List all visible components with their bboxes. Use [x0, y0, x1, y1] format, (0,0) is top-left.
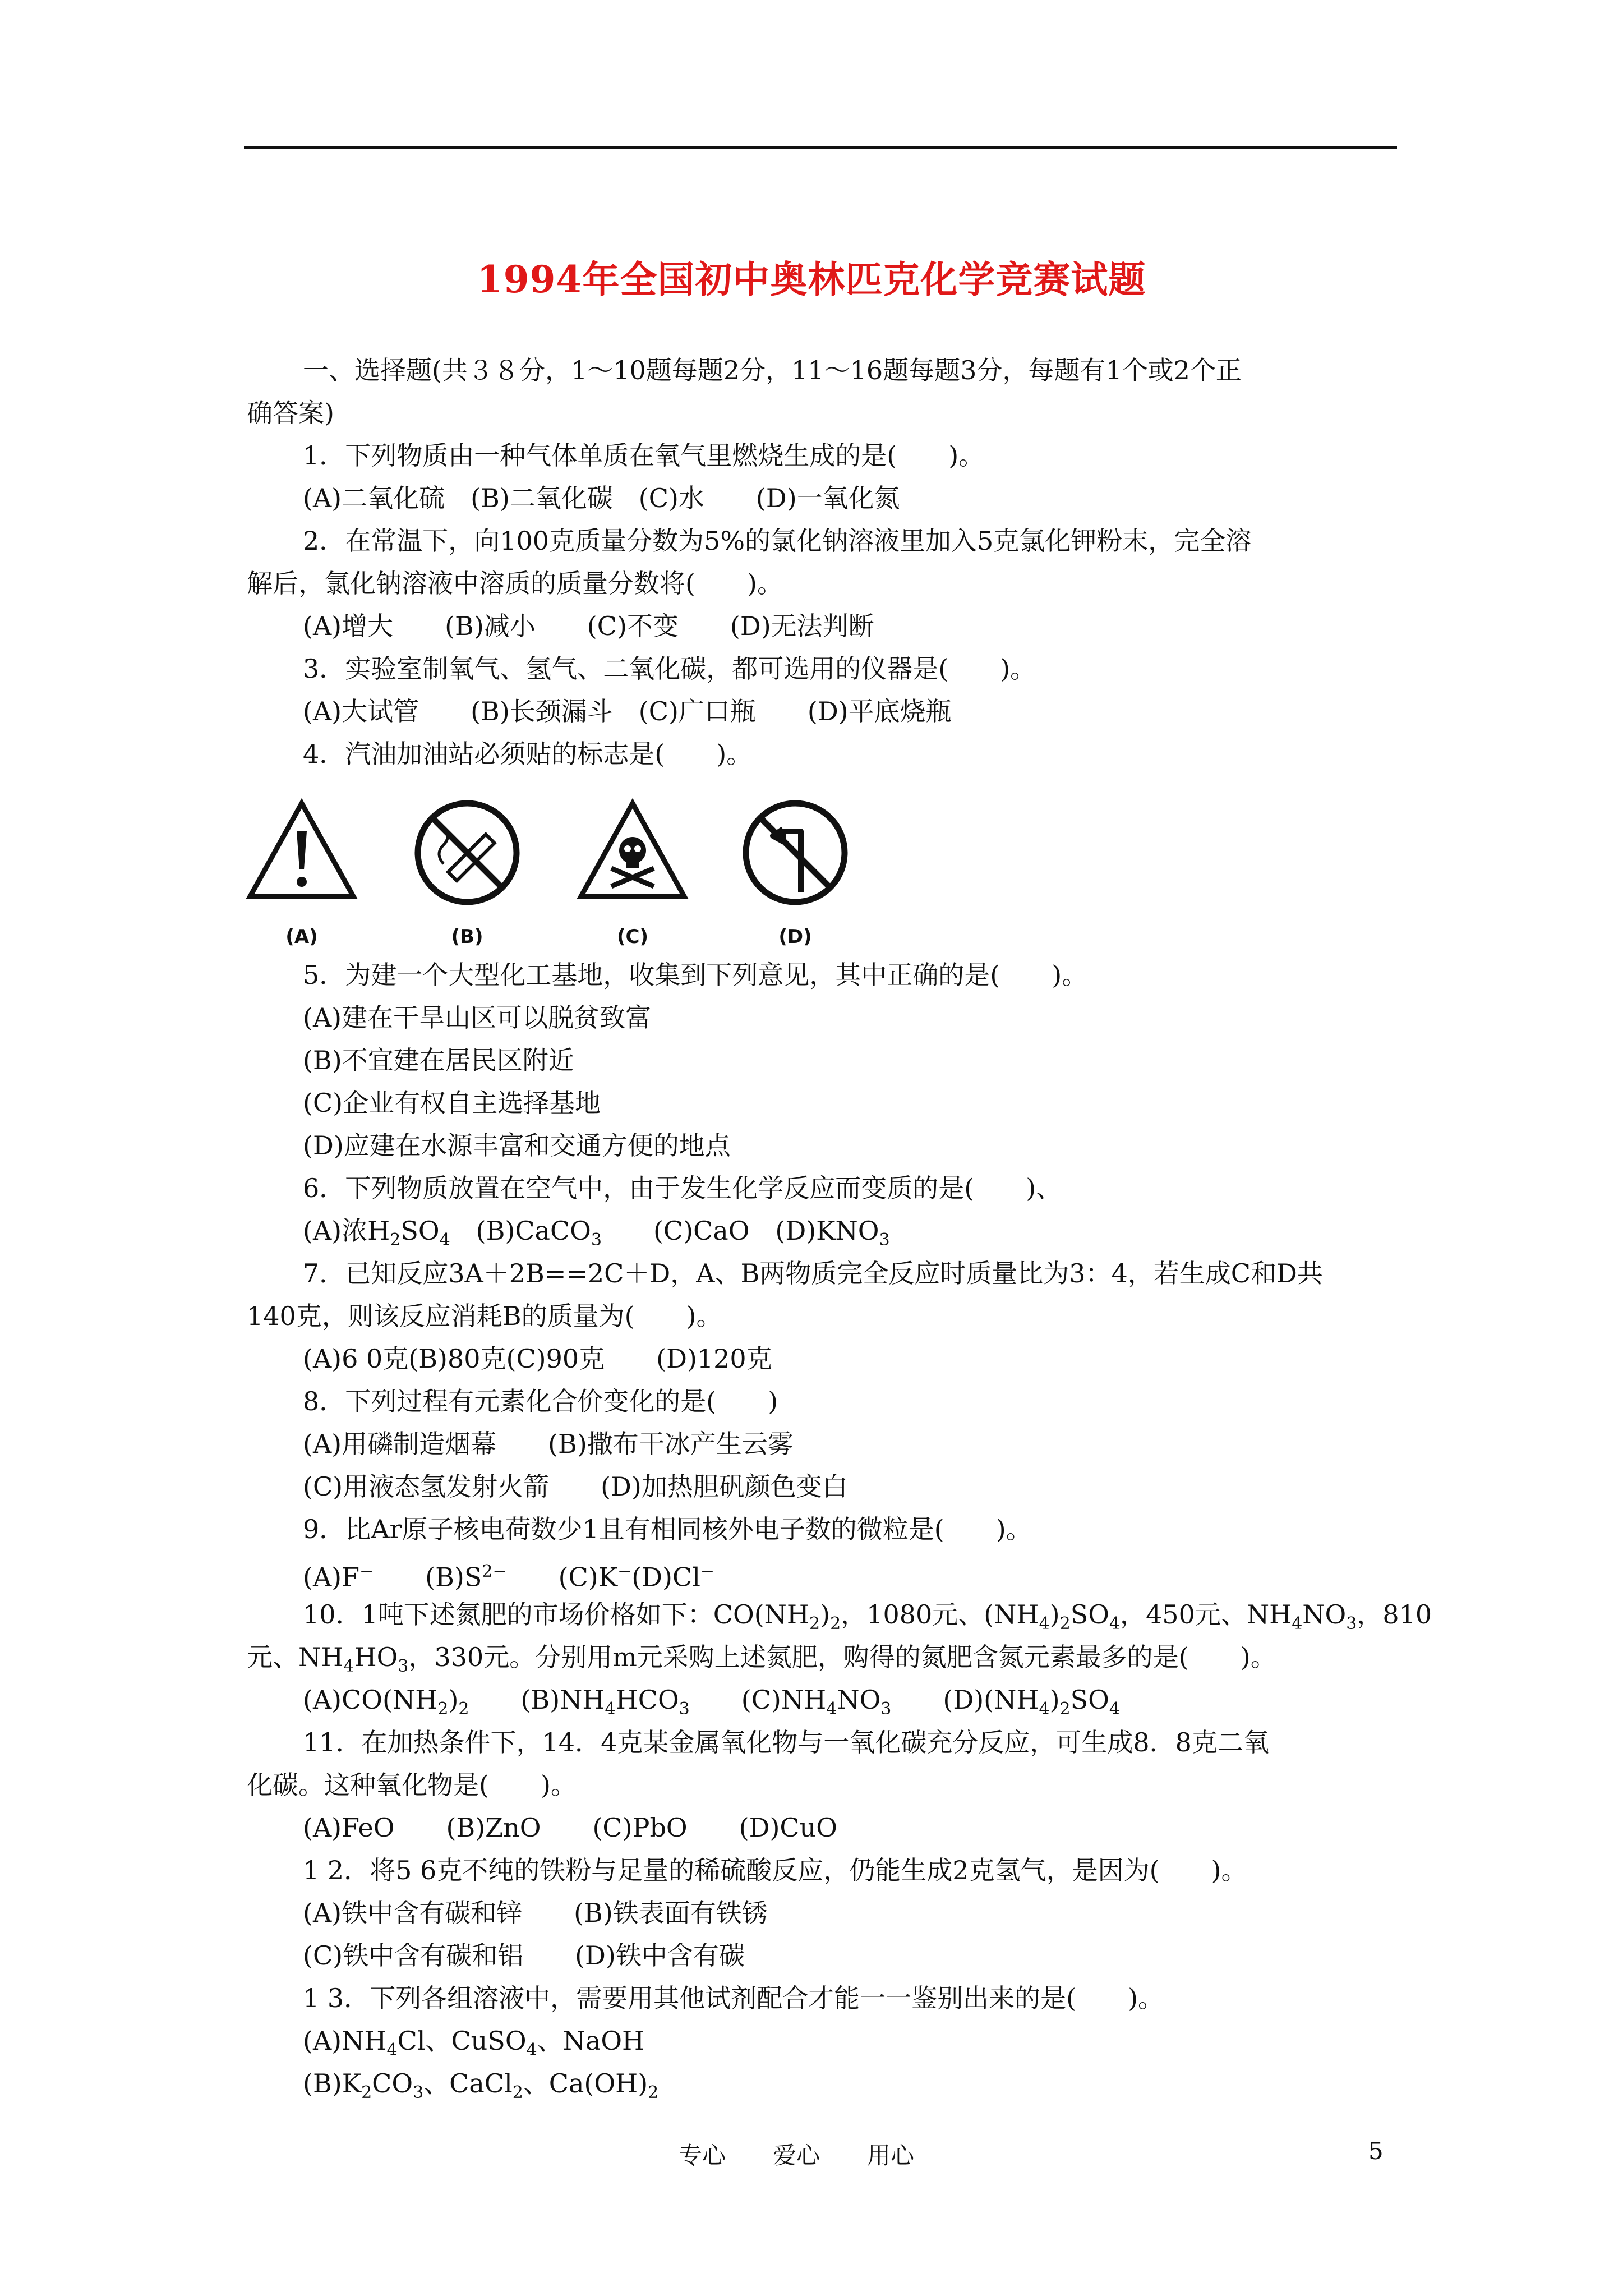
question-3-options: (A)大试管 (B)长颈漏斗 (C)广口瓶 (D)平底烧瓶 — [303, 696, 952, 726]
question-7-options: (A)6 0克(B)80克(C)90克 (D)120克 — [303, 1343, 772, 1374]
no-smoking-icon — [411, 797, 523, 948]
question-11-line1: 11．在加热条件下，14．4克某金属氧化物与一氧化碳充分反应，可生成8．8克二氧 — [303, 1727, 1269, 1757]
question-5-option-d: (D)应建在水源丰富和交通方便的地点 — [303, 1130, 731, 1161]
question-2-line2: 解后，氯化钠溶液中溶质的质量分数将( )。 — [247, 568, 783, 599]
question-10-line2: 元、$NH_4HO_3$，330元。分别用m元采购上述氮肥，购得的氮肥含氮元素最多的是( )。 — [247, 1642, 1276, 1677]
page-number: 5 — [1368, 2137, 1384, 2165]
footer-motto: 专心 爱心 用心 — [679, 2142, 915, 2169]
safety-signs — [246, 797, 919, 965]
no-tap-icon — [739, 797, 851, 948]
question-3: 3．实验室制氧气、氢气、二氧化碳，都可选用的仪器是( )。 — [303, 654, 1036, 684]
question-7-line1: 7．已知反应3A＋2B==2C＋D，A、B两物质完全反应时质量比为3：4，若生成C和D共 — [303, 1258, 1323, 1289]
question-1-options: (A)二氧化硫 (B)二氧化碳 (C)水 (D)一氧化氮 — [303, 483, 900, 513]
sign-label-b: (B) — [451, 926, 483, 948]
question-11-line2: 化碳。这种氧化物是( )。 — [247, 1770, 577, 1800]
question-9: 9．比Ar原子核电荷数少1且有相同核外电子数的微粒是( )。 — [303, 1514, 1032, 1544]
question-10-line1: 10．1吨下述氮肥的市场价格如下：$CO(NH_2)_2$，1080元、$(NH_4)_2SO_4$，450元、$NH_4NO_3$，810 — [303, 1599, 1432, 1634]
question-6-options: (A)浓$H_2SO_4$ (B)CaCO$_3$ (C)CaO $(D)KNO_3$ — [303, 1216, 890, 1250]
question-13-option-a: $(A)NH_4Cl$、CuSO$_4$、NaOH — [303, 2026, 645, 2060]
question-9-options: (A)F− $(B)S^{2-}$ (C)K−(D)Cl− — [303, 1562, 715, 1593]
section-heading-line1: 一、选择题(共３８分，1～10题每题2分，11～16题每题3分，每题有1个或2个正 — [303, 355, 1242, 385]
question-8-options-ab: (A)用磷制造烟幕 (B)撒布干冰产生云雾 — [303, 1429, 794, 1459]
question-5-option-a: (A)建在干旱山区可以脱贫致富 — [303, 1002, 652, 1033]
question-4: 4．汽油加油站必须贴的标志是( )。 — [303, 739, 753, 769]
sign-label-a: (A) — [285, 926, 318, 948]
question-5-option-b: (B)不宜建在居民区附近 — [303, 1045, 574, 1075]
question-12-options-cd: (C)铁中含有碳和铝 (D)铁中含有碳 — [303, 1940, 745, 1971]
question-8: 8．下列过程有元素化合价变化的是( ) — [303, 1386, 778, 1416]
sign-label-c: (C) — [616, 926, 649, 948]
question-11-options: (A)FeO (B)ZnO (C)PbO (D)CuO — [303, 1812, 837, 1843]
question-8-options-cd: (C)用液态氢发射火箭 (D)加热胆矾颜色变白 — [303, 1471, 848, 1502]
question-2-options: (A)增大 (B)减小 (C)不变 (D)无法判断 — [303, 611, 874, 641]
toxic-skull-icon — [577, 797, 689, 948]
question-6: 6．下列物质放置在空气中，由于发生化学反应而变质的是( )、 — [303, 1173, 1062, 1203]
page-title: 1994年全国初中奥林匹克化学竞赛试题 — [477, 257, 1146, 301]
question-13: 1 3．下列各组溶液中，需要用其他试剂配合才能一一鉴别出来的是( )。 — [303, 1983, 1164, 2013]
section-heading-line2: 确答案) — [247, 398, 334, 428]
warning-triangle-icon — [246, 797, 358, 948]
question-10-options: $(A)CO(NH_2)_2$ $(B)NH_4HCO_3$ $(C)NH_4NO_3$ $(D)(NH_4)_2SO_4$ — [303, 1685, 1120, 1719]
question-7-line2: 140克，则该反应消耗B的质量为( )。 — [247, 1301, 722, 1331]
question-1: 1．下列物质由一种气体单质在氧气里燃烧生成的是( )。 — [303, 440, 985, 471]
question-12-options-ab: (A)铁中含有碳和锌 (B)铁表面有铁锈 — [303, 1898, 768, 1928]
question-2-line1: 2．在常温下，向100克质量分数为5%的氯化钠溶液里加入5克氯化钾粉末，完全溶 — [303, 526, 1252, 556]
header-rule — [244, 146, 1397, 149]
question-5-option-c: (C)企业有权自主选择基地 — [303, 1088, 601, 1118]
question-5: 5．为建一个大型化工基地，收集到下列意见，其中正确的是( )。 — [303, 960, 1088, 990]
question-12: 1 2．将5 6克不纯的铁粉与足量的稀硫酸反应，仍能生成2克氢气，是因为( )。 — [303, 1855, 1247, 1885]
sign-label-d: (D) — [778, 926, 812, 948]
question-13-option-b: $(B)K_2CO_3$、CaCl$_2$、$Ca(OH)_2$ — [303, 2068, 659, 2103]
